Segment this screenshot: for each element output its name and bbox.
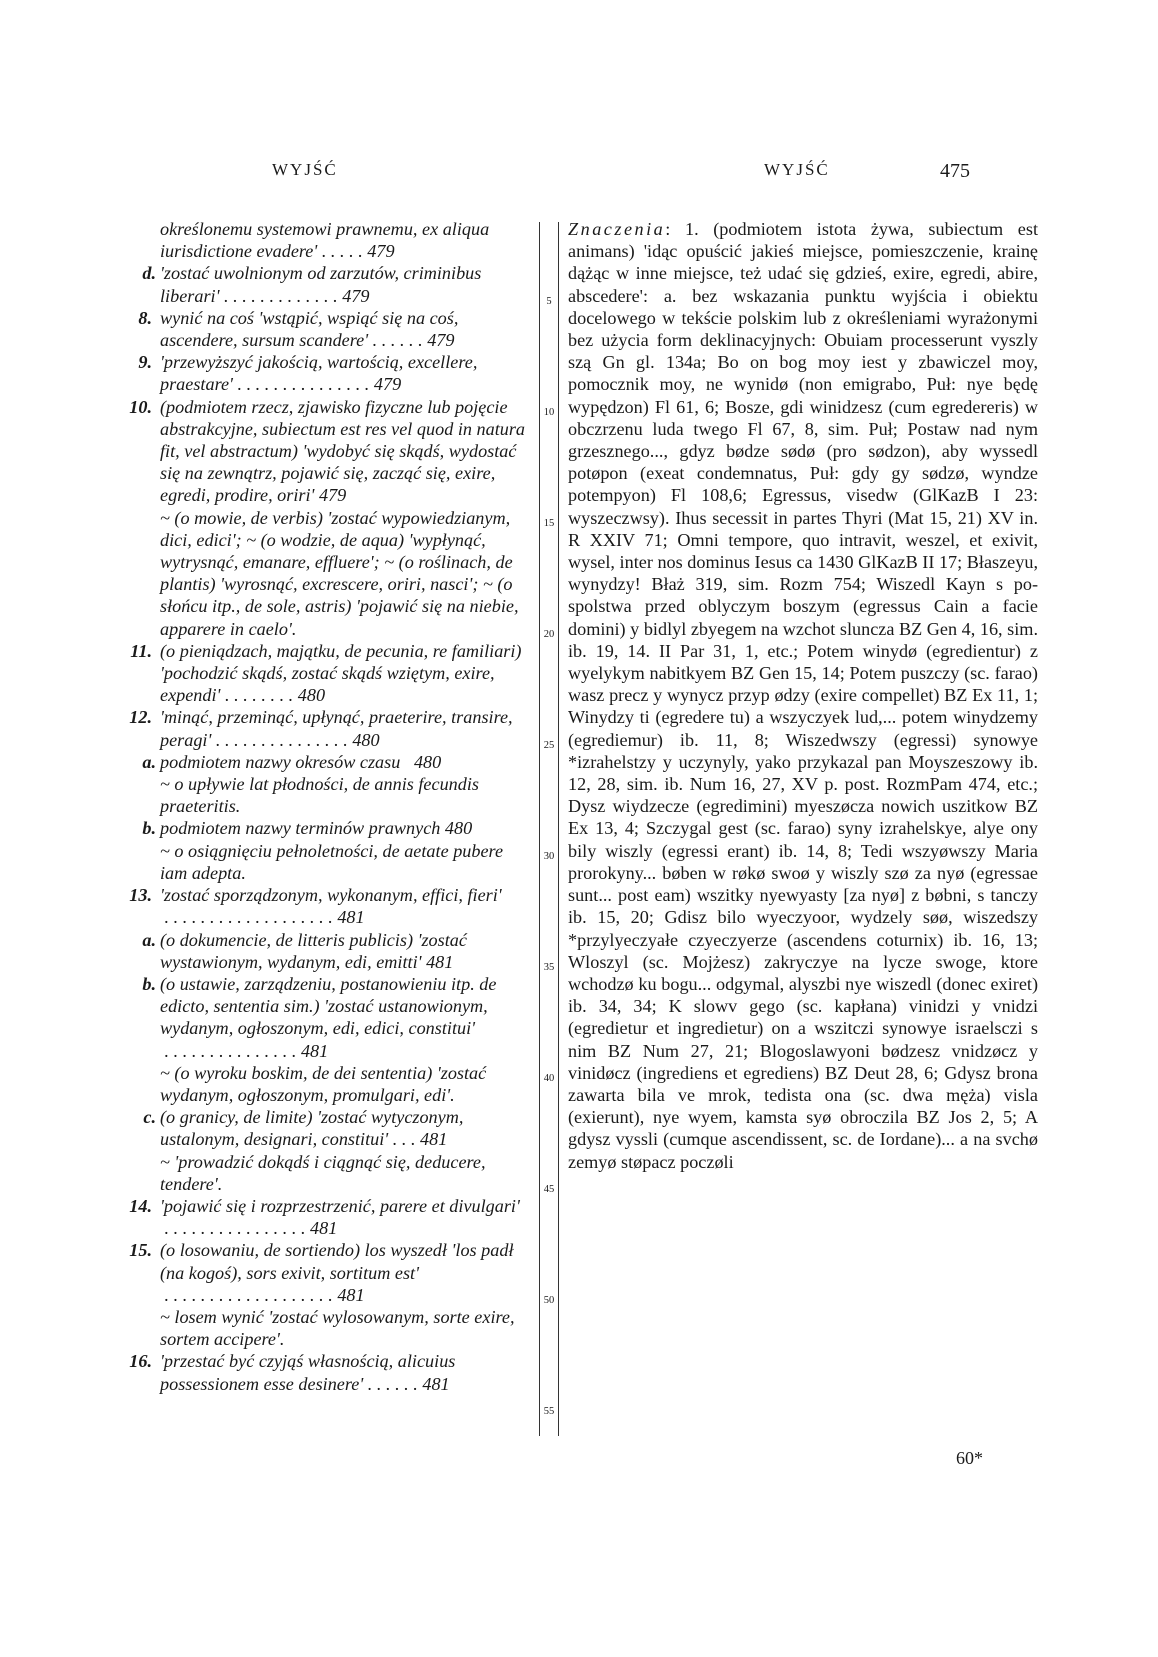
sense-text: ~ (o mowie, de verbis) 'zostać wypowiedzianym, dici, edici'; ~ (o wodzie, de aqua) 'wypłynąć, wytrysnąć, emanare, effluere'; ~ (o roślinach, de plantis) 'wyrosnąć, excrescere, oriri, nasci'; ~ (o słońcu itp., de sole, astris) 'pojawić się na niebie, apparere in caelo'. (160, 507, 519, 639)
sense-entry (112, 706, 534, 750)
leader-dots: . . . . . (317, 241, 368, 262)
sense-number: 9. (138, 352, 152, 373)
leader-dots: . . . . . . . . . . . . . . . (211, 729, 353, 750)
sub-sense-note (112, 773, 534, 817)
sense-number: d. (142, 263, 156, 284)
sense-text: ~ (o wyroku boskim, de dei sententia) 'zostać wydanym, ogłoszonym, promulgari, edi'. (160, 1062, 487, 1105)
sense-entry (112, 1195, 534, 1239)
leader-dots: . . . . . . (363, 1373, 423, 1394)
sense-text: ~ o upływie lat płodności, de annis fecundis praeteritis. (160, 774, 479, 817)
sense-entry (112, 973, 534, 1062)
sense-entry (112, 884, 534, 928)
page-ref: 481 (337, 1284, 365, 1305)
sense-text: 'zostać sporządzonym, wykonanym, effici, fieri' (160, 885, 502, 906)
leader-dots: . . . . . . . . . . . . . . . (160, 1040, 301, 1061)
line-number: 20 (543, 629, 555, 640)
sense-entry (112, 640, 534, 707)
column-rule-left (539, 222, 540, 1436)
leader-dots (400, 752, 414, 772)
sense-number: 8. (138, 307, 152, 328)
line-number: 15 (543, 518, 555, 529)
leader-dots: . . . . . . . . . . . . . . . . (160, 1218, 311, 1239)
leader-dots: . . . . . . . . . . . . . (219, 285, 343, 306)
page-ref: 480 (444, 818, 473, 839)
sense-text: 'zostać uwolnionym od zarzutów, criminibus liberari' (160, 263, 482, 306)
leader-dots: . . . (388, 1129, 421, 1150)
page-ref: 480 (352, 729, 380, 750)
sense-text: określonemu systemowi prawnemu, ex aliqua iurisdictione evadere' (160, 219, 490, 262)
line-number: 30 (543, 851, 555, 862)
line-number: 50 (543, 1295, 555, 1306)
sense-number: a. (142, 929, 156, 950)
right-column-body (568, 218, 1038, 1173)
sense-text: ~ losem wynić 'zostać wylosowanym, sorte exire, sortem accipere'. (160, 1306, 515, 1350)
sense-text: 'przestać być czyjąś własnością, alicuius possessionem esse desinere' (160, 1351, 456, 1394)
sense-number: b. (142, 818, 156, 839)
line-number: 55 (543, 1406, 555, 1417)
line-number: 35 (543, 962, 555, 973)
sense-entry (112, 396, 534, 507)
sense-number: 15. (129, 1240, 152, 1261)
sense-entry (112, 751, 534, 773)
sense-entry (112, 1106, 534, 1150)
meanings-heading: Znaczenia (568, 219, 666, 239)
sense-entry (112, 929, 534, 973)
left-column-sense-list (112, 218, 534, 1395)
sense-entry (112, 817, 534, 839)
sense-text: (podmiotem rzecz, zjawisko fizyczne lub pojęcie abstrakcyjne, subiectum est res vel quod in natura fit, vel abstractum) 'wydobyć się skądś, wydostać się na zewnątrz, pojawić się, zacząć się, exire, egredi, prodire, oriri' (160, 396, 526, 506)
sense-text: 'przewyższyć jakością, wartością, excellere, praestare' (160, 352, 478, 395)
sense-text: 'minąć, przeminąć, upłynąć, praeterire, transire, peragi' (160, 707, 513, 750)
page-ref: 481 (426, 951, 454, 972)
leader-dots: . . . . . . . . . . . . . . . . . . . (160, 907, 338, 928)
page-ref: 479 (342, 285, 370, 306)
sense-text: (o ustawie, zarządzeniu, postanowieniu itp. de edicto, sententia sim.) 'zostać ustanowionym, wydanym, ogłoszonym, edi, edici, constitui' (160, 973, 497, 1039)
sub-sense-note (112, 1306, 534, 1350)
page-ref: 481 (420, 1129, 448, 1150)
page-ref: 481 (310, 1218, 338, 1239)
page-number: 475 (940, 160, 970, 182)
sense-number: 16. (129, 1351, 152, 1372)
sense-number: 11. (130, 640, 152, 661)
sense-number: c. (143, 1107, 156, 1128)
page-ref: 480 (413, 751, 442, 772)
sense-entry (112, 307, 534, 351)
leader-dots: . . . . . . . . . . . . . . . (232, 374, 374, 395)
sense-number: 13. (129, 885, 152, 906)
line-number: 25 (543, 740, 555, 751)
running-head-right: WYJŚĆ (764, 160, 830, 179)
signature-mark: 60* (956, 1448, 983, 1468)
sense-entry (112, 262, 534, 306)
sub-sense-note (112, 840, 534, 884)
sense-entry (112, 351, 534, 395)
sense-text: podmiotem nazwy okresów czasu (160, 751, 401, 772)
page-ref: 481 (300, 1040, 329, 1061)
sense-number: b. (142, 973, 156, 994)
sense-number: 10. (129, 396, 152, 417)
line-number: 10 (543, 407, 555, 418)
line-number: 5 (546, 296, 552, 307)
page-ref: 479 (373, 374, 402, 395)
page-ref: 480 (297, 685, 326, 706)
leader-dots: . . . . . . . . . . . . . . . . . . . (160, 1284, 338, 1305)
sense-entry (112, 1239, 534, 1306)
page-ref: 479 (318, 485, 347, 506)
sense-entry (112, 1350, 534, 1394)
sense-text: wynić na coś 'wstąpić, wspiąć się na coś, ascendere, sursum scandere' (160, 307, 459, 351)
leader-dots: . . . . . . (368, 330, 428, 351)
sense-text: ~ o osiągnięciu pełnoletności, de aetate pubere iam adepta. (160, 840, 504, 883)
sense-text: (o losowaniu, de sortiendo) los wyszedł 'los padł (na kogoś), sors exivit, sortitum est' (160, 1240, 514, 1283)
sub-sense-note (112, 1151, 534, 1195)
running-head-left: WYJŚĆ (272, 160, 338, 179)
sub-sense-note (112, 507, 534, 640)
sense-entry (112, 218, 534, 262)
leader-dots: . . . . . . . . (220, 685, 298, 706)
page-ref: 479 (367, 241, 395, 262)
sense-text: (o pieniądzach, majątku, de pecunia, re familiari) 'pochodzić skądś, zostać skądś wziętym, exire, expendi' (160, 640, 522, 706)
line-number: 40 (543, 1073, 555, 1084)
sense-text: 'pojawić się i rozprzestrzenić, parere et divulgari' (160, 1195, 520, 1216)
page-ref: 481 (337, 907, 365, 928)
sense-number: a. (142, 751, 156, 772)
column-rule-right (558, 222, 559, 1436)
sense-text: (o dokumencie, de litteris publicis) 'zostać wystawionym, wydanym, edi, emitti' (160, 929, 467, 972)
page-ref: 481 (422, 1373, 450, 1394)
sense-number: 14. (129, 1195, 152, 1216)
sense-number: 12. (129, 707, 152, 728)
sense-text: podmiotem nazwy terminów prawnych (160, 818, 441, 839)
line-number: 45 (543, 1184, 555, 1195)
sense-text: ~ 'prowadzić dokądś i ciągnąć się, deducere, tendere'. (160, 1151, 486, 1194)
meanings-text: : 1. (podmiotem istota żywa, subiectum est animans) 'idąc opuścić jakieś miejsce, pomieszczenie, krainę dążąc w inne miejsce, też udać się gdzieś, exire, egredi, abire, abscedere': a. bez wskazania punktu wyjścia i obiektu docelowego w tekście polskim lub z określeniami wyrażonymi bez użycia form deklinacyjnych: Obuiam processerunt vyszly szą Gn gl. 134a; Bo on bog moy iest y zbawiczel moy, pomocznik moy, ne wynidø (non emigrabo, Puł: nye będę wypędzon) Fl 61, 6; Bosze, gdi winidzesz (cum egredereris) w obczrzenu luda twego Fl 67, 8, sim. Puł; Postaw nad nym grzesznego..., gdyz bødze sødø (pro sødzon), aby wyssedl potøpon (exeat condemnatus, Puł: gdy gy sødzø, wyndze potempyon) Fl 108,6; Egressus, visedw (GlKazB I 23: wyszeczwsy). Ihus secessit in partes Thyri (Mat 15, 21) XV in. R XXIV 71; Omni tempore, quo intravit, weszel, et exivit, wysel, inter nos dominus Iesus ca 1430 GlKazB II 17; Błaszeyu, wynydzy! Błaż 319, sim. Rozm 754; Wiszedl Kayn s pospolstwa przed oblyczym boszym (egressus Cain a facie domini) y bidlyl zbyegem na wzchot sluncza BZ Gen 4, 16, sim. ib. 19, 14. II Par 31, 1, etc.; Potem winydø (egredientur) z wyelykym nabitkyem BZ Gen 15, 14; Potem puszczy (sc. farao) wasz precz y wynycz przyp ødzy (exire compellet) BZ Ex 11, 1; Winydzy ti (egredere tu) a wszyczyek lud,... potem winydzemy (egrediemur) ib. 11, 8; Wiszedwszy (egressi) synowye *izrahelstzy y uczynyly, yako przykazal pan Moyszeszowy ib. 12, 28, sim. ib. Num 16, 27, XV p. post. RozmPam 474, etc.; Dysz wiydzecze (egredimini) myeszøcza nowich uszitkow BZ Ex 13, 4; Szczygal gest (sc. farao) syny izrahelskye, alye ony bily wiszly (egressi erant) ib. 14, 8; Tedi wszyøwszy Maria prorokyny... bøben w røkø swoø y wiszly szø za nyø (egressae sunt... post eam) wszitky nyewyasty [za nyø] z bøbni, s tanczy ib. 15, 20; Gdisz bilo wyeczyoor, wydzely søø, wiszedszy *przylyeczyałe czyeczyerze (ascendens coturnix) ib. 16, 13; Wloszyl (sc. Mojżesz) zakryczye na lycze swoge, ktore wchodzø ku bogu... odgymal, alyszbi nye wiszedl (donec exiret) ib. 34, 34; K slowv gego (sc. kapłana) vinidzi y vnidzi (egredietur et ingredietur) on a wszitczi synowye israelsczi s nim BZ Num 27, 21; Blogoslawyoni bødzesz vnidzøcz y vinidøcz (ingrediens et egrediens) BZ Deut 28, 6; Gdysz brona zawarta bila ve mrok, tedista ona (sc. dwa męża) visla (exierunt), nye wyem, kamsta syø obroczila BZ Jos 2, 5; A gdysz vyssli (cumque ascendissent, sc. de Iordane)... a na svchø zemyø støpacz poczøli (568, 219, 1038, 1172)
sense-text: (o granicy, de limite) 'zostać wytyczonym, ustalonym, designari, constitui' (160, 1107, 464, 1150)
page-ref: 479 (427, 330, 455, 351)
sub-sense-note (112, 1062, 534, 1106)
